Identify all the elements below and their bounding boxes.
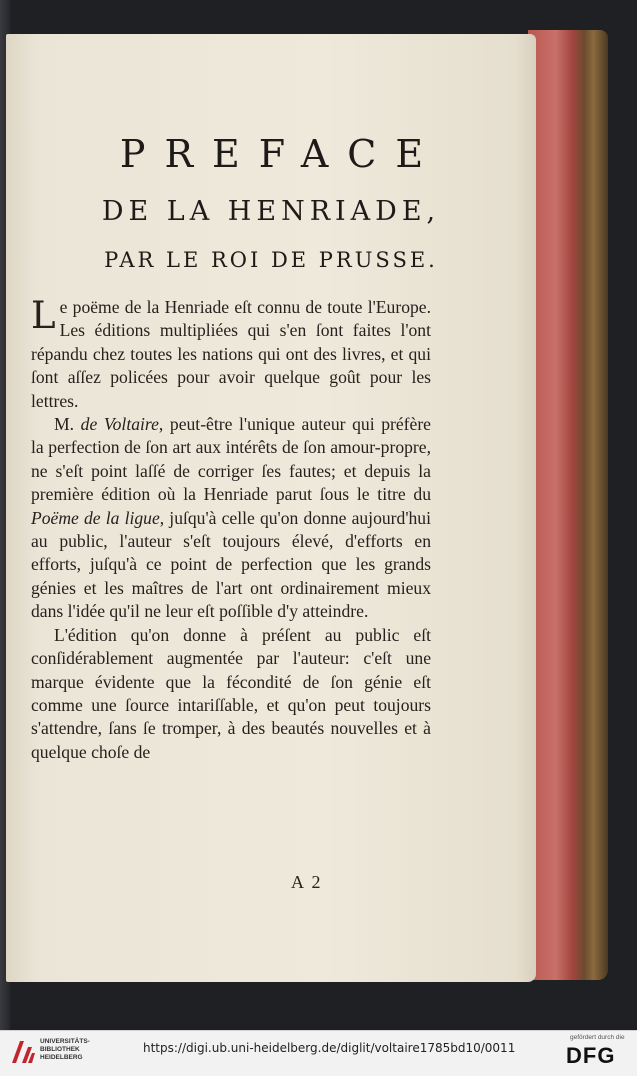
author-name: de Voltaire: [80, 414, 159, 435]
source-url-link[interactable]: https://digi.ub.uni-heidelberg.de/diglit/voltaire1785bd10/0011: [143, 1041, 516, 1055]
library-line-3: HEIDELBERG: [40, 1054, 83, 1061]
library-line-1: UNIVERSITÄTS-: [40, 1038, 90, 1045]
paragraph-2-start: M.: [54, 414, 81, 435]
page-signature: A 2: [291, 872, 323, 892]
dfg-logo[interactable]: DFG: [566, 1043, 616, 1068]
funded-by-label: gefördert durch die: [570, 1034, 625, 1041]
library-name[interactable]: [40, 1038, 90, 1062]
paragraph-2-mid: , peut-être l'unique auteur qui préfère la perfection de ſon art aux intérêts de ſon amour-propre, ne s'eſt point laſſé de corriger ſes fautes; et depuis la première édition où la Henriade parut ſous le titre du: [31, 414, 431, 505]
title-henriade: DE LA HENRIADE,: [101, 196, 441, 227]
dropcap: L: [31, 294, 56, 337]
poem-title: Poëme de la ligue: [31, 507, 160, 528]
paragraph-2-end: , juſqu'à celle qu'on donne aujourd'hui au public, l'auteur s'eſt toujours élevé, d'efforts en efforts, juſqu'à ce point de perfection que les grands génies et les maîtres de l'art ont ordinairement mieux dans l'idée qu'il ne leur eſt poſſible d'y atteindre.: [31, 507, 431, 622]
paragraph-1-text: e poëme de la Henriade eſt connu de toute l'Europe. Les éditions multipliées qui s'en ſont faites l'ont répandu chez toutes les nations qui ont des livres, et qui ſont aſſez policées pour avoir quelque goût pour les lettres.: [31, 297, 431, 411]
title-preface: PREFACE: [119, 132, 443, 176]
paragraph-1: [31, 296, 431, 413]
body-text: [31, 296, 431, 764]
paragraph-3: L'édition qu'on donne à préſent au public eſt conſidérablement augmentée par l'auteur: c'eſt une marque évidente que la fécondité de ſon génie eſt comme une ſource intariſſable, et qu'on peut toujours s'attendre, ſans ſe tromper, à des beautés nouvelles et à quelque choſe de: [31, 624, 431, 762]
library-line-2: BIBLIOTHEK: [40, 1046, 80, 1053]
university-library-logo-icon[interactable]: [8, 1037, 38, 1067]
book-page: [6, 34, 536, 982]
title-author: PAR LE ROI DE PRUSSE.: [104, 248, 438, 272]
paragraph-2: [31, 413, 431, 624]
